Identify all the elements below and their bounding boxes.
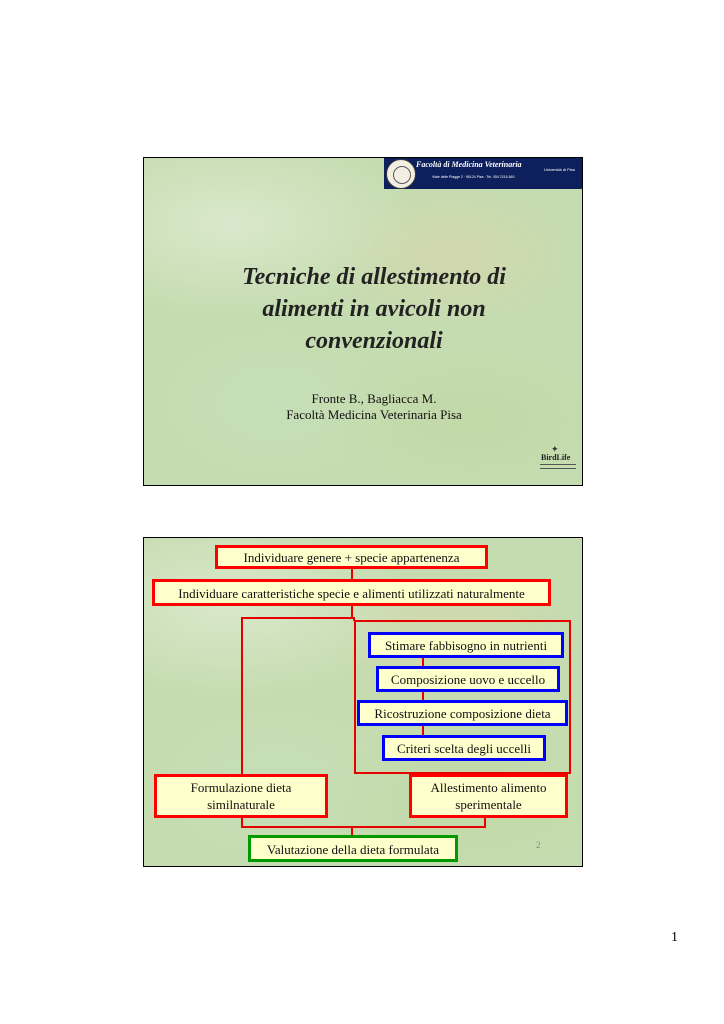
connector-line [241,826,486,828]
title-line-1: Tecniche di allestimento di [242,264,506,290]
box-ricostruzione: Ricostruzione composizione dieta [357,700,568,726]
allestimento-line-2: sperimentale [455,797,522,812]
university-name: Università di Pisa [544,167,575,172]
slide-number: 2 [536,840,541,850]
slide-2 [143,537,583,867]
slide-title [194,261,554,357]
title-line-2: alimenti in avicoli non [262,296,486,322]
allestimento-line-1: Allestimento alimento [430,780,547,795]
birdlife-logo: BirdLife [541,453,571,462]
connector-line [241,617,243,775]
box-criteri: Criteri scelta degli uccelli [382,735,546,761]
faculty-title: Facoltà di Medicina Veterinaria [416,160,522,169]
university-seal-icon [386,159,416,189]
connector-line [241,617,355,619]
box-allestimento [409,774,568,818]
title-line-3: convenzionali [305,328,443,354]
formulazione-line-2: similnaturale [207,797,275,812]
authors: Fronte B., Bagliacca M. [311,391,437,406]
box-fabbisogno: Stimare fabbisogno in nutrienti [368,632,564,658]
affiliation: Facoltà Medicina Veterinaria Pisa [286,407,462,422]
authors-block [274,391,474,423]
box-composizione-uovo: Composizione uovo e uccello [376,666,560,692]
box-individuare-caratteristiche: Individuare caratteristiche specie e alimenti utilizzati naturalmente [152,579,551,606]
formulazione-line-1: Formulazione dieta [190,780,292,795]
box-formulazione [154,774,328,818]
bird-icon: ✦ [551,444,559,454]
box-individuare-genere: Individuare genere + specie appartenenza [215,545,488,569]
birdlife-logo-underline [540,464,576,469]
box-valutazione: Valutazione della dieta formulata [248,835,458,862]
slide-1 [143,157,583,486]
page-number: 1 [671,930,678,945]
faculty-address: Viale delle Piagge 2 · 56124 Pisa · Tel. 050 2216-840 [432,175,515,179]
